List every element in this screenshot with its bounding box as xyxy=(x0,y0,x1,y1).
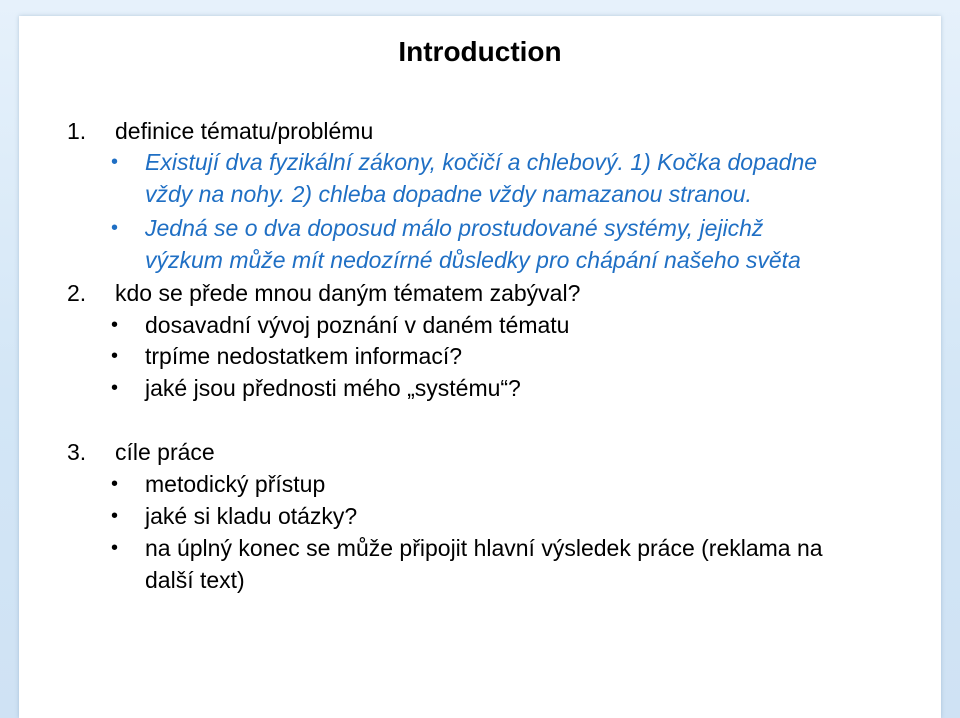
bullet-icon: • xyxy=(111,151,119,173)
section-1-bullet-2-line-1: Jedná se o dva doposud málo prostudované systémy, jejichž xyxy=(145,215,764,241)
section-2-number: 2. xyxy=(67,280,87,306)
bullet-icon: • xyxy=(111,473,119,495)
section-1-bullet-1-line-2: vždy na nohy. 2) chleba dopadne vždy namazanou stranou. xyxy=(145,181,752,207)
section-3-bullet-1: metodický přístup xyxy=(145,471,326,497)
section-3-number: 3. xyxy=(67,439,87,465)
section-1-number: 1. xyxy=(67,118,87,144)
bullet-icon: • xyxy=(111,314,119,336)
section-3-bullet-3-line-2: další text) xyxy=(145,567,245,593)
bullet-icon: • xyxy=(111,345,119,367)
slide-title: Introduction xyxy=(398,36,562,67)
bullet-icon: • xyxy=(111,217,119,239)
section-3-bullet-3-line-1: na úplný konec se může připojit hlavní výsledek práce (reklama na xyxy=(145,535,823,561)
section-2-bullet-3: jaké jsou přednosti mého „systému“? xyxy=(145,375,521,401)
section-1-bullet-1-line-1: Existují dva fyzikální zákony, kočičí a chlebový. 1) Kočka dopadne xyxy=(145,149,818,175)
bullet-icon: • xyxy=(111,537,119,559)
bullet-icon: • xyxy=(111,377,119,399)
section-2-bullet-2: trpíme nedostatkem informací? xyxy=(145,343,463,369)
section-1-bullet-2-line-2: výzkum může mít nedozírné důsledky pro chápání našeho světa xyxy=(145,247,801,273)
section-3-heading: cíle práce xyxy=(115,439,215,465)
section-3-bullet-2: jaké si kladu otázky? xyxy=(145,503,358,529)
section-2-bullet-1: dosavadní vývoj poznání v daném tématu xyxy=(145,312,570,338)
section-2-heading: kdo se přede mnou daným tématem zabýval? xyxy=(115,280,581,306)
section-1-heading: definice tématu/problému xyxy=(115,118,374,144)
bullet-icon: • xyxy=(111,505,119,527)
